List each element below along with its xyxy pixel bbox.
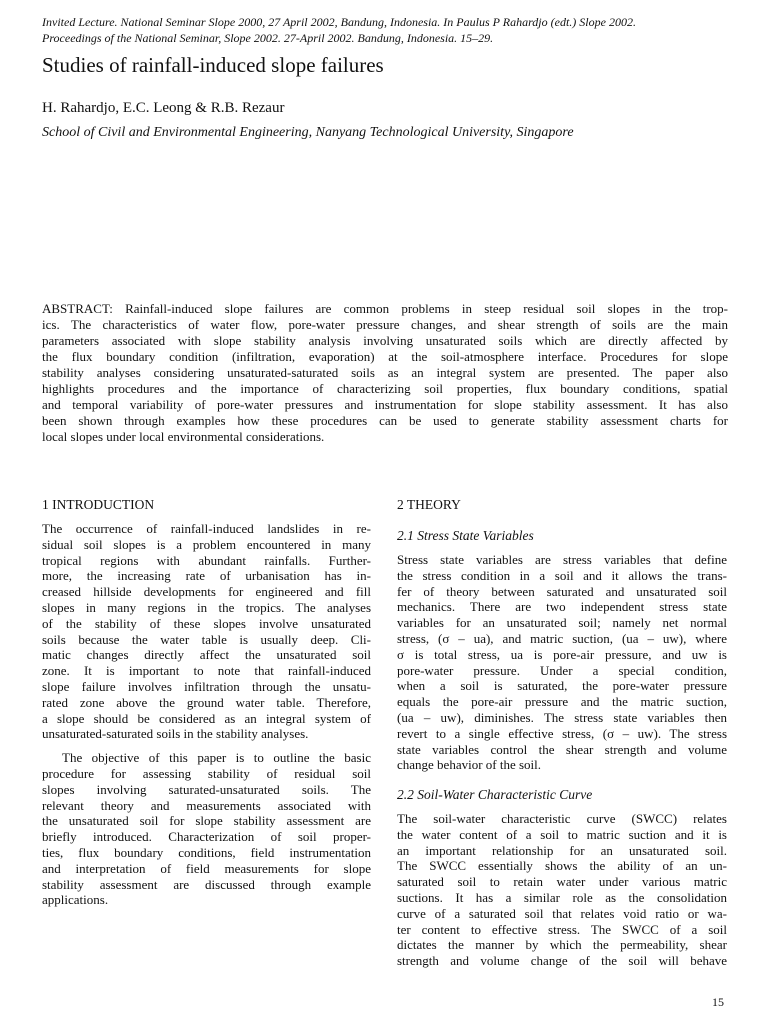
- body-line: The soil-water characteristic curve (SWCC) relates: [397, 811, 727, 826]
- swcc-body: [397, 811, 727, 969]
- body-line: of the stability of these slopes involve unsaturated: [42, 615, 371, 631]
- body-line: mechanics. There are two independent stress state: [397, 599, 727, 615]
- abstract-line: parameters associated with slope stability analysis involving unsaturated soils which are directly affected by: [42, 333, 728, 348]
- body-line: procedure for assessing stability of residual soil: [42, 765, 371, 781]
- body-line: revert to a single effective stress, (σ – uw). The stress: [397, 725, 727, 741]
- body-line: (ua – uw), diminishes. The stress state variables then: [397, 709, 727, 725]
- section-heading-introduction: 1 INTRODUCTION: [42, 497, 155, 512]
- body-line: pore-water pressure. Under a special condition,: [397, 662, 727, 678]
- body-line: zone. It is important to note that rainfall-induced: [42, 663, 371, 679]
- abstract-line: and temporal variability of pore-water pressures and instrumentation for slope stability assessment. It has also: [42, 397, 728, 412]
- body-line: slopes in many regions in the tropics. The analyses: [42, 599, 371, 615]
- body-line: rated zone above the ground water table. Therefore,: [42, 694, 371, 710]
- body-line: change behavior of the soil.: [397, 757, 542, 773]
- body-line: the stress condition in a soil and it allows the trans-: [397, 567, 727, 583]
- header-note-line: Proceedings of the National Seminar, Slope 2002. 27-April 2002. Bandung, Indonesia. 15–29.: [42, 31, 494, 45]
- body-line: Stress state variables are stress variables that define: [397, 552, 727, 567]
- body-line: suctions. It has a similar role as the consolidation: [397, 889, 727, 905]
- body-line: curve of a saturated soil that relates void ratio or wa-: [397, 905, 727, 921]
- abstract-line: local slopes under local environmental considerations.: [42, 429, 325, 444]
- section-heading-theory: 2 THEORY: [397, 497, 461, 512]
- body-line: slopes involving saturated-unsaturated soils. The: [42, 781, 371, 797]
- authors: H. Rahardjo, E.C. Leong & R.B. Rezaur: [42, 100, 285, 116]
- body-line: strength and volume change of the soil will behave: [397, 953, 727, 969]
- abstract-line: ics. The characteristics of water flow, pore-water pressure changes, and shear strength of soils are the main: [42, 317, 728, 332]
- body-line: relevant theory and measurements associated with: [42, 797, 371, 813]
- abstract: [42, 301, 728, 445]
- subsection-heading-stress-state: 2.1 Stress State Variables: [397, 528, 534, 543]
- body-line: dictates the manner by which the permeability, shear: [397, 937, 727, 953]
- body-line: σ is total stress, ua is pore-air pressure, and uw is: [397, 646, 727, 662]
- body-line: stress, (σ – ua), and matric suction, (ua – uw), where: [397, 630, 727, 646]
- abstract-line: the flux boundary condition (infiltration, evaporation) at the soil-atmosphere interface. Procedures for slope: [42, 349, 728, 364]
- body-line: the unsaturated soil for slope stability assessment are: [42, 813, 371, 829]
- subsection-heading-swcc: 2.2 Soil-Water Characteristic Curve: [397, 787, 593, 802]
- body-line: soils because the water table is usually deep. Cli-: [42, 631, 371, 647]
- body-line: ter content to effective stress. The SWCC of a soil: [397, 921, 727, 937]
- body-line: unsaturated-saturated soils in the stability analyses.: [42, 726, 309, 742]
- body-line: tropical regions with abundant rainfalls. Further-: [42, 552, 371, 568]
- body-line: The SWCC essentially shows the ability of an un-: [397, 858, 727, 874]
- body-line: an important relationship for an unsaturated soil.: [397, 842, 727, 858]
- affiliation: School of Civil and Environmental Engineering, Nanyang Technological University, Singapore: [42, 125, 574, 140]
- body-line: and interpretation of field measurements for slope: [42, 860, 371, 876]
- body-line: matic changes directly affect the unsaturated soil: [42, 647, 371, 663]
- introduction-body: [42, 521, 371, 908]
- body-line: saturated soil to retain water under various matric: [397, 874, 727, 890]
- body-line: applications.: [42, 892, 109, 908]
- body-line: more, the increasing rate of urbanisation has in-: [42, 568, 371, 584]
- header-note: [42, 14, 732, 46]
- body-line: when a soil is saturated, the pore-water pressure: [397, 678, 727, 694]
- abstract-line: highlights procedures and the importance of characterizing soil properties, flux boundary conditions, spatial: [42, 381, 728, 396]
- body-line: The occurrence of rainfall-induced landslides in re-: [42, 521, 371, 536]
- paper-title: Studies of rainfall-induced slope failures: [42, 53, 384, 77]
- body-line: variables for an unsaturated soil; namely net normal: [397, 615, 727, 631]
- body-line: the water content of a soil to matric suction and it is: [397, 826, 727, 842]
- body-line: creased hillside developments for engineered and fill: [42, 584, 371, 600]
- body-line: fer of theory between saturated and unsaturated soil: [397, 583, 727, 599]
- body-line: ties, flux boundary conditions, field instrumentation: [42, 844, 371, 860]
- body-line: equals the pore-air pressure and the matric suction,: [397, 694, 727, 710]
- body-line: a slope should be considered as an integral system of: [42, 710, 371, 726]
- page-number: 15: [712, 995, 724, 1009]
- body-line: slope failure involves infiltration through the unsatu-: [42, 678, 371, 694]
- body-line: stability assessment are discussed through example: [42, 876, 371, 892]
- abstract-line: stability analyses considering unsaturated-saturated soils as an integral system are presented. The paper also: [42, 365, 728, 380]
- header-note-line: Invited Lecture. National Seminar Slope 2000, 27 April 2002, Bandung, Indonesia. In Paulus P Rahardjo (edt.) Slope 2002.: [42, 15, 636, 29]
- abstract-line: been shown through examples how these procedures can be used to generate stability assessment charts for: [42, 413, 728, 428]
- stress-state-body: [397, 552, 727, 773]
- body-line: The objective of this paper is to outline the basic: [62, 750, 371, 766]
- body-line: state variables control the shear strength and volume: [397, 741, 727, 757]
- body-line: sidual soil slopes is a problem encountered in many: [42, 536, 371, 552]
- body-line: briefly introduced. Characterization of soil proper-: [42, 829, 371, 845]
- abstract-line: ABSTRACT: Rainfall-induced slope failures are common problems in steep residual soil slopes in the trop-: [42, 301, 728, 316]
